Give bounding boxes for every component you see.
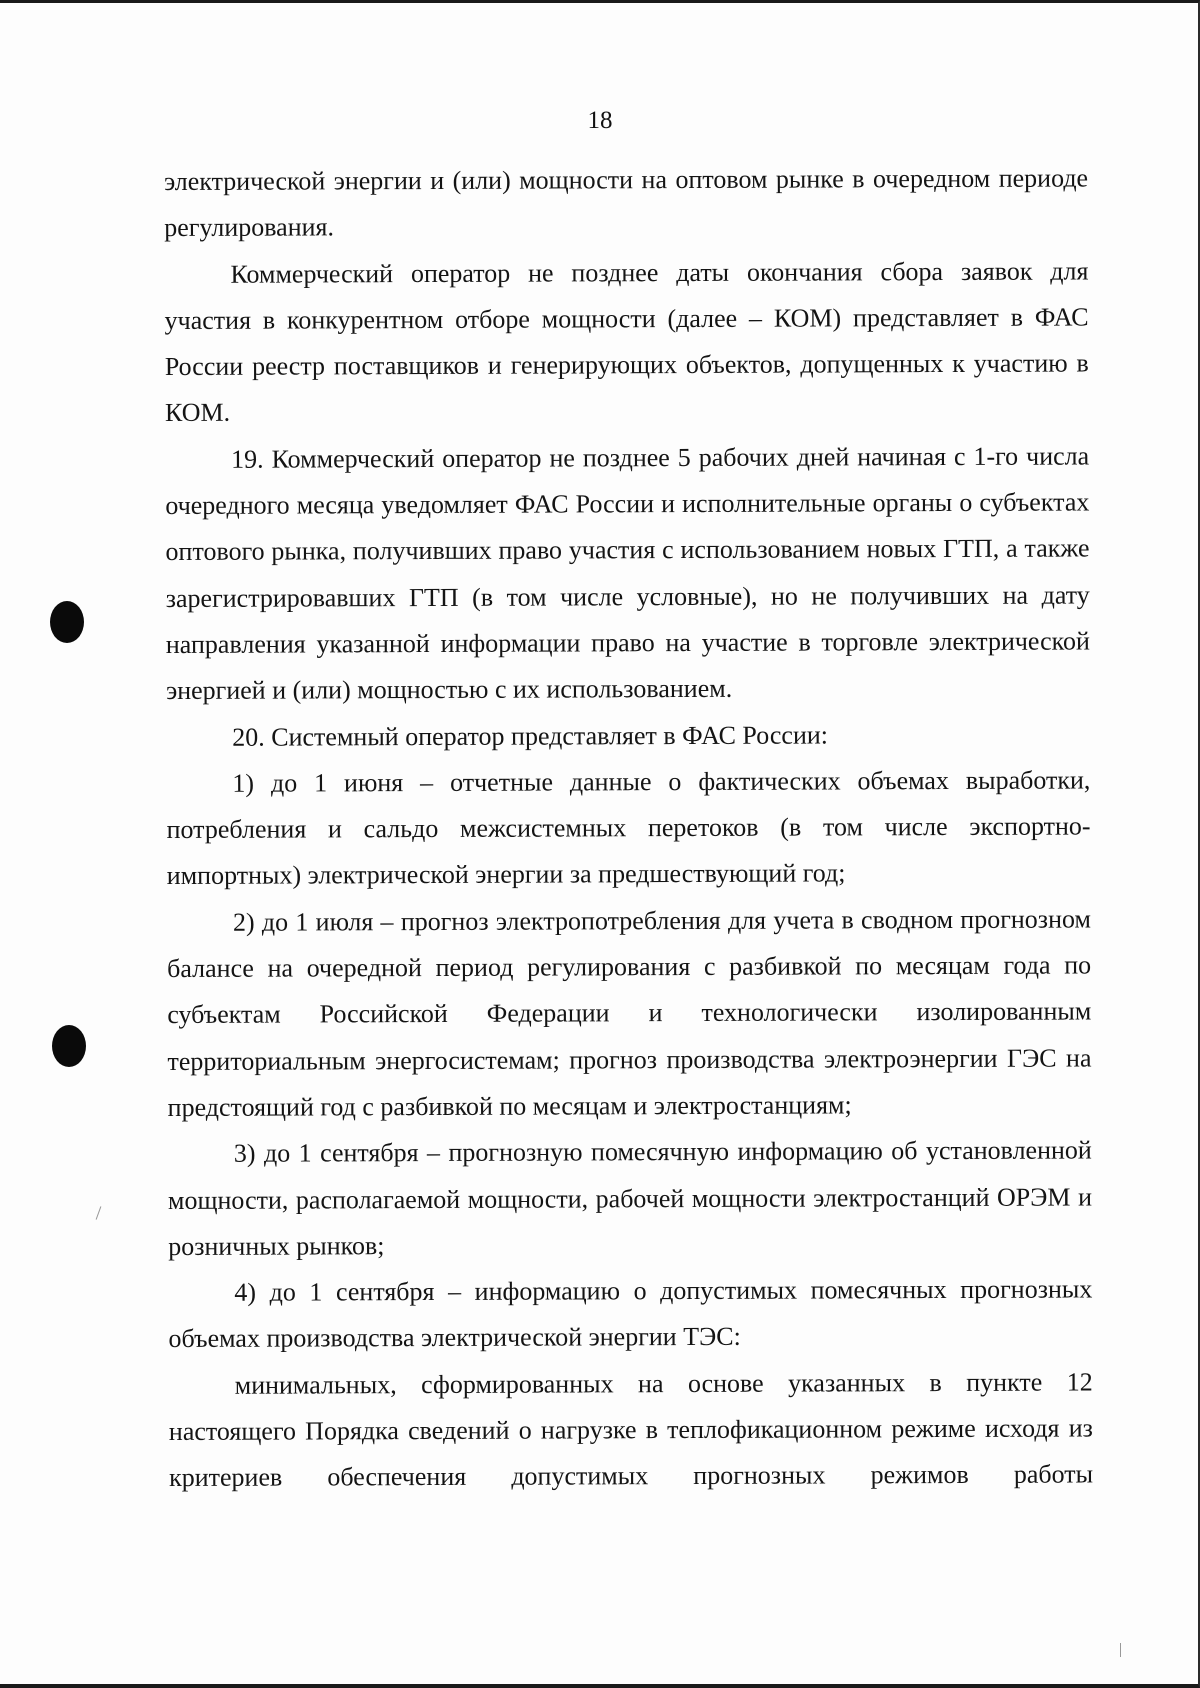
paragraph-minimal-volumes: минимальных, сформированных на основе указанных в пункте 12 настоящего Порядка сведений о нагрузке в теплофикационном режиме исходя из критериев обеспечения допустимых прогнозных режимов работы bbox=[168, 1367, 1094, 1493]
paragraph-item-20-2: 2) до 1 июля – прогноз электропотребления для учета в сводном прогнозном балансе на очередной период регулирования с разбивкой по месяцам года по субъектам Российской Федерации и технологически изолированным территориальным энергосистемам; прогноз производства электроэнергии ГЭС на предстоящий год с разбивкой по месяцам и электростанциям; bbox=[167, 904, 1092, 1122]
paragraph-item-20-4: 4) до 1 сентября – информацию о допустимых помесячных прогнозных объемах производства электрической энергии ТЭС: bbox=[168, 1274, 1093, 1354]
paragraph-item-20: 20. Системный оператор представляет в ФАС России: bbox=[232, 720, 829, 752]
page-number: 18 bbox=[587, 107, 613, 134]
paragraph-continuation: электрической энергии и (или) мощности на оптовом рынке в очередном периоде регулирования. bbox=[164, 163, 1089, 243]
scan-artifact bbox=[1120, 1643, 1121, 1657]
paragraph-item-20-3: 3) до 1 сентября – прогнозную помесячную информацию об установленной мощности, располагаемой мощности, рабочей мощности электростанций ОРЭМ и розничных рынков; bbox=[167, 1135, 1093, 1261]
document-body bbox=[164, 155, 1093, 1501]
punch-hole bbox=[52, 1025, 86, 1067]
paragraph-item-19: 19. Коммерческий оператор не позднее 5 рабочих дней начиная с 1-го числа очередного месяца уведомляет ФАС России и исполнительные органы о субъектах оптового рынка, получивших право участия с использованием новых ГТП, а также зарегистрировавших ГТП (в том числе условные), но не получивших на дату направления указанной информации право на участие в торговле электрической энергией и (или) мощностью с их использованием. bbox=[165, 441, 1090, 706]
punch-hole bbox=[50, 601, 84, 643]
paragraph-kom-registry: Коммерческий оператор не позднее даты окончания сбора заявок для участия в конкурентном отборе мощности (далее – КОМ) представляет в ФАС России реестр поставщиков и генерирующих объектов, допущенных к участию в КОМ. bbox=[164, 256, 1089, 428]
scan-artifact bbox=[96, 1206, 102, 1219]
paragraph-item-20-1: 1) до 1 июня – отчетные данные о фактических объемах выработки, потребления и сальдо межсистемных перетоков (в том числе экспортно-импортных) электрической энергии за предшествующий год; bbox=[166, 765, 1091, 891]
